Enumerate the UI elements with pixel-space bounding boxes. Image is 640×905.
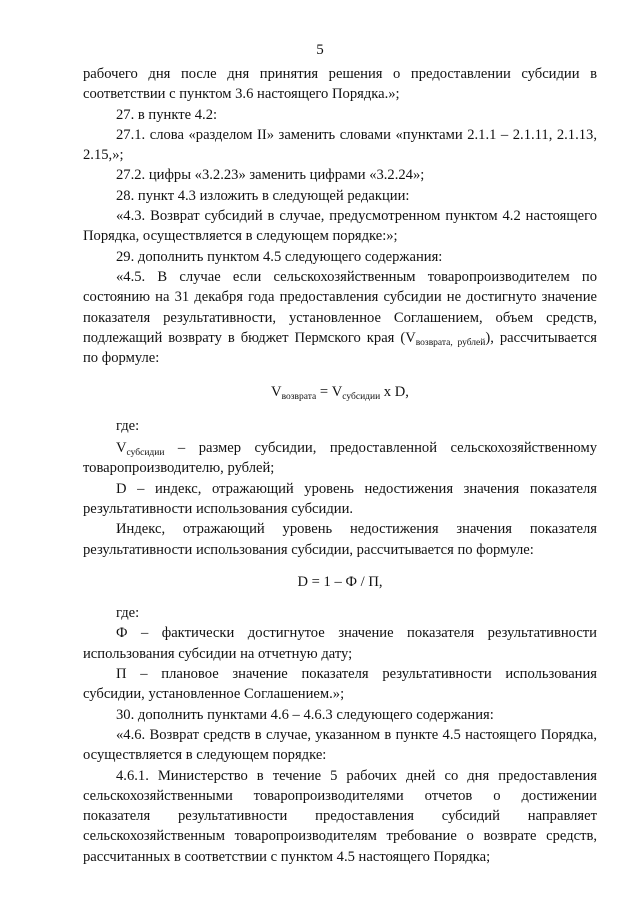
paragraph-quote-4-5 bbox=[83, 267, 597, 368]
paragraph-item-27: 27. в пункте 4.2: bbox=[116, 106, 218, 123]
paragraph-item-30: 30. дополнить пунктами 4.6 – 4.6.3 следующего содержания: bbox=[116, 706, 494, 723]
paragraph-item-27-1: 27.1. слова «разделом II» заменить словами «пунктами 2.1.1 – 2.1.11, 2.1.13, 2.15,»; bbox=[83, 126, 597, 164]
paragraph-continuation: рабочего дня после дня принятия решения о предоставлении субсидии в соответствии с пунктом 3.6 настоящего Порядка.»; bbox=[83, 66, 597, 103]
paragraph-d-index-def: D – индекс, отражающий уровень недостижения значения показателя результативности использования субсидии. bbox=[83, 480, 597, 517]
paragraph-v-subsidy-def: $V_{субсидии}$ – размер субсидии, предоставленной сельскохозяйственному товаропроизводителю, рублей; bbox=[83, 440, 597, 477]
paragraph-quote-4-6: «4.6. Возврат средств в случае, указанном в пункте 4.5 настоящего Порядка, осуществляется в следующем порядке: bbox=[83, 726, 597, 764]
paragraph-p-def: П – плановое значение показателя результативности использования субсидии, установленное Соглашением.»; bbox=[83, 666, 597, 703]
p08-after: ), рассчитывается по формуле: bbox=[83, 329, 597, 367]
paragraph-item-27-2: 27.2. цифры «3.2.23» заменить цифрами «3.2.24»; bbox=[116, 167, 425, 184]
formula-refund-volume: $V_{возврата} = V_{субсидии}$ x D, bbox=[271, 384, 409, 403]
document-body bbox=[83, 64, 597, 867]
p08-subscript: возврата, рублей bbox=[415, 337, 486, 348]
formula-index: D = 1 – Ф / П, bbox=[297, 573, 383, 590]
paragraph-index-formula-intro: Индекс, отражающий уровень недостижения значения показателя результативности использования субсидии, рассчитывается по формуле: bbox=[83, 521, 597, 558]
paragraph-where-2: где: bbox=[116, 605, 140, 622]
p08-before: «4.5. В случае если сельскохозяйственным товаропроизводителем по состоянию на 31 декабря года предоставления субсидии не достигнуто значение показателя результативности, установленное Соглашением, объем средств, подлежащий возврату в бюджет Пермского края (V bbox=[83, 268, 597, 346]
paragraph-quote-4-6-1: 4.6.1. Министерство в течение 5 рабочих дней со дня предоставления сельскохозяйственными товаропроизводителями отчетов о достижении показателя результативности предоставления субсидий направляет сельскохозяйственным товаропроизводителям требование о возврате средств, рассчитанных в соответствии с пунктом 4.5 настоящего Порядка; bbox=[83, 767, 597, 865]
paragraph-quote-4-3: «4.3. Возврат субсидий в случае, предусмотренном пунктом 4.2 настоящего Порядка, осуществляется в следующем порядке:»; bbox=[83, 208, 597, 245]
paragraph-f-def: Ф – фактически достигнутое значение показателя результативности использования субсидии на отчетную дату; bbox=[83, 625, 597, 662]
paragraph-item-29: 29. дополнить пунктом 4.5 следующего содержания: bbox=[116, 248, 443, 265]
page-number: 5 bbox=[316, 42, 324, 58]
paragraph-item-28: 28. пункт 4.3 изложить в следующей редакции: bbox=[116, 187, 410, 204]
paragraph-where-1: где: bbox=[116, 417, 140, 434]
